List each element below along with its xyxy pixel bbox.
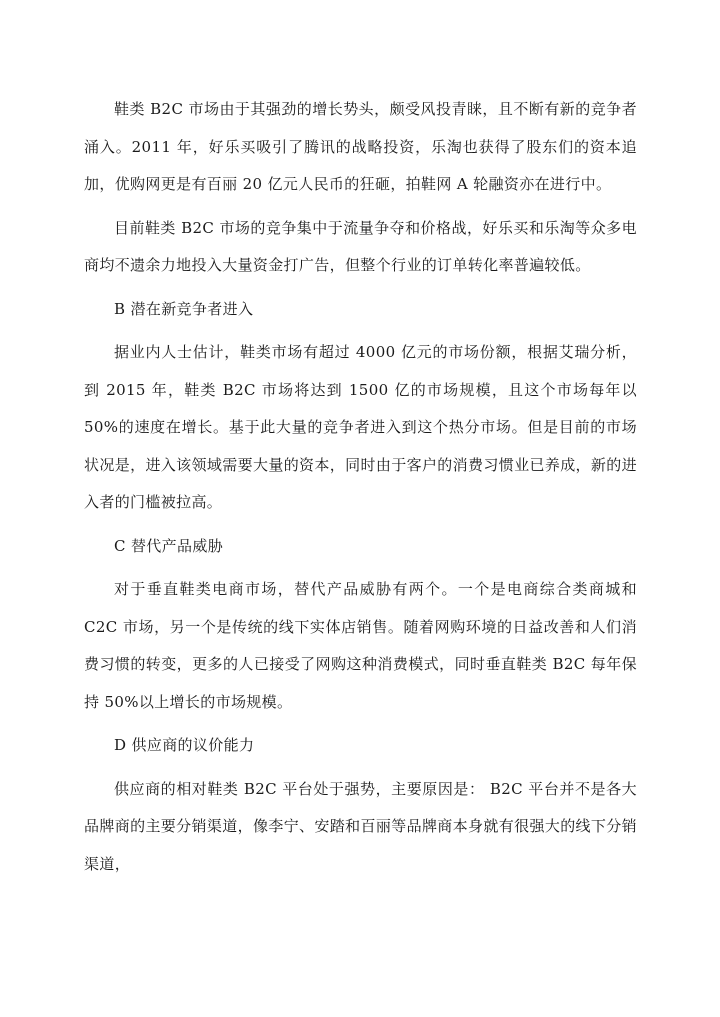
paragraph-section-c: 对于垂直鞋类电商市场，替代产品威胁有两个。一个是电商综合类商城和 C2C 市场，另一个是传统的线下实体店销售。随着网购环境的日益改善和人们消费习惯的转变，更多的人已接受了网购这种消费模式，同时垂直鞋类 B2C 每年保持 50%以上增长的市场规模。 — [84, 580, 637, 711]
paragraph-competition: 目前鞋类 B2C 市场的竞争集中于流量争夺和价格战，好乐买和乐淘等众多电商均不遗余力地投入大量资金打广告，但整个行业的订单转化率普遍较低。 — [84, 218, 637, 274]
paragraph-section-b: 据业内人士估计，鞋类市场有超过 4000 亿元的市场份额，根据艾瑞分析，到 2015 年，鞋类 B2C 市场将达到 1500 亿的市场规模，且这个市场每年以 50%的速度在增长。基于此大量的竞争者进入到这个热分市场。但是目前的市场状况是，进入该领域需要大量的资本，同时由于客户的消费习惯业已养成，新的进入者的门槛被拉高。 — [84, 343, 637, 511]
paragraph-market-growth: 鞋类 B2C 市场由于其强劲的增长势头，颇受风投青睐，且不断有新的竞争者涌入。2011 年，好乐买吸引了腾讯的战略投资，乐淘也获得了股东们的资本追加，优购网更是有百丽 20 亿元人民币的狂砸，拍鞋网 A 轮融资亦在进行中。 — [84, 100, 637, 193]
paragraph-section-d: 供应商的相对鞋类 B2C 平台处于强势，主要原因是： B2C 平台并不是各大品牌商的主要分销渠道，像李宁、安踏和百丽等品牌商本身就有很强大的线下分销渠道， — [84, 779, 637, 873]
document-page — [84, 91, 637, 883]
heading-section-d: D 供应商的议价能力 — [114, 736, 255, 754]
heading-section-c: C 替代产品威胁 — [114, 536, 224, 555]
heading-section-b: B 潜在新竞争者进入 — [114, 299, 254, 318]
